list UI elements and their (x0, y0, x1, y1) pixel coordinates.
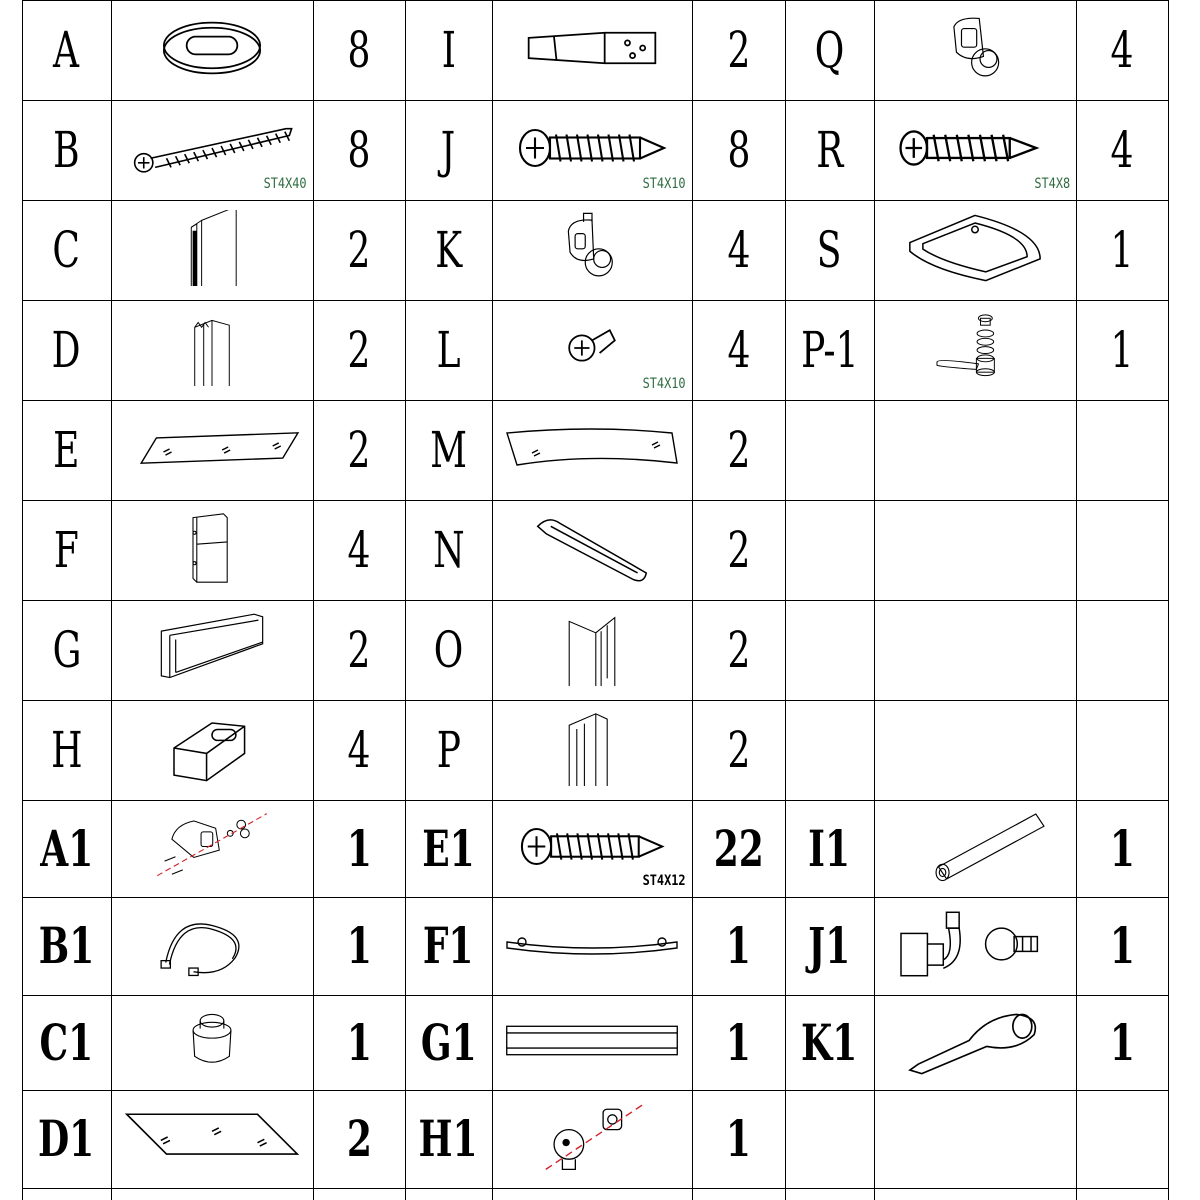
screw-size-label: ST4X8 (1034, 176, 1070, 192)
rail-bar-icon (502, 1005, 682, 1076)
screw-size-label: ST4X40 (264, 176, 307, 192)
part-quantity-cell (692, 0, 785, 100)
shower-head-icon (884, 1005, 1066, 1076)
part-picture-cell (492, 100, 692, 200)
part-quantity: 2 (347, 421, 371, 479)
part-quantity-cell (692, 897, 785, 995)
part-label: B (53, 121, 80, 179)
part-label: R (815, 121, 844, 179)
part-quantity-cell (313, 500, 405, 600)
part-label: D1 (38, 1109, 95, 1168)
part-label-cell (22, 300, 111, 400)
part-label: P (436, 721, 461, 779)
part-label-cell (785, 100, 874, 200)
part-picture-cell (111, 897, 313, 995)
curved-glass-icon (502, 410, 682, 486)
part-quantity: 4 (347, 721, 371, 779)
part-quantity: 1 (1110, 321, 1134, 379)
part-quantity-cell (692, 700, 785, 800)
part-quantity-cell (313, 0, 405, 100)
part-label-cell (405, 200, 492, 300)
part-quantity: 1 (725, 916, 752, 975)
part-label: E (53, 421, 80, 479)
handle-bar-icon (502, 510, 682, 586)
part-label-cell (405, 300, 492, 400)
part-quantity: 1 (1109, 916, 1135, 975)
part-label: K1 (801, 1012, 858, 1072)
part-label-cell (22, 1090, 111, 1188)
part-label: K (435, 221, 462, 279)
part-label: B1 (38, 916, 95, 975)
part-quantity-cell (692, 400, 785, 500)
part-label: J (441, 121, 456, 179)
seal-strip-icon (502, 10, 682, 86)
part-picture-cell (111, 800, 313, 897)
part-label: H1 (418, 1109, 479, 1168)
pipe-fixing-icon (121, 810, 303, 883)
part-quantity-cell (692, 300, 785, 400)
screw-size-label: ST4X10 (643, 376, 686, 392)
part-label-cell (405, 1090, 492, 1188)
part-label: J1 (808, 916, 851, 975)
long-screw-icon (121, 110, 303, 186)
part-quantity-cell (313, 1090, 405, 1188)
part-quantity-cell (692, 500, 785, 600)
part-picture-cell (111, 1090, 313, 1188)
part-quantity-cell (313, 100, 405, 200)
part-quantity: 1 (725, 1109, 752, 1168)
part-quantity-cell (692, 800, 785, 897)
part-label-cell (785, 1090, 874, 1188)
part-quantity: 1 (1109, 818, 1135, 878)
part-quantity: 1 (346, 1012, 372, 1072)
part-picture-cell (492, 500, 692, 600)
part-picture-cell (874, 600, 1076, 700)
knob-icon (121, 1005, 303, 1076)
short-screw-icon (502, 310, 682, 386)
part-picture-cell (874, 700, 1076, 800)
part-picture-cell (492, 700, 692, 800)
u-profile-icon (502, 710, 682, 786)
part-picture-cell (492, 995, 692, 1090)
part-label: L (436, 321, 461, 379)
part-quantity-cell (313, 400, 405, 500)
part-picture-cell (874, 100, 1076, 200)
part-quantity-cell (1076, 700, 1168, 800)
part-quantity: 8 (347, 121, 371, 179)
part-quantity-cell (1076, 100, 1168, 200)
part-quantity: 4 (727, 321, 750, 379)
part-quantity: 22 (713, 818, 764, 878)
grid-hline (22, 1188, 1168, 1189)
part-quantity-cell (1076, 897, 1168, 995)
part-picture-cell (111, 300, 313, 400)
part-quantity: 2 (727, 721, 750, 779)
part-quantity-cell (313, 897, 405, 995)
part-label-cell (405, 995, 492, 1090)
tube-icon (884, 810, 1066, 883)
part-quantity: 1 (1109, 1012, 1135, 1072)
part-picture-cell (492, 600, 692, 700)
part-label-cell (405, 0, 492, 100)
part-quantity-cell (692, 600, 785, 700)
part-quantity-cell (1076, 300, 1168, 400)
part-quantity-cell (1076, 400, 1168, 500)
clip-block-icon (121, 710, 303, 786)
part-label-cell (405, 100, 492, 200)
part-quantity: 1 (346, 916, 372, 975)
part-label-cell (405, 897, 492, 995)
part-label: C (52, 221, 81, 279)
bar-handle-icon (502, 907, 682, 981)
part-picture-cell (111, 100, 313, 200)
part-picture-cell (111, 700, 313, 800)
part-label-cell (785, 300, 874, 400)
part-label: H (50, 721, 83, 779)
part-quantity: 8 (347, 21, 371, 79)
post-profile-icon (121, 310, 303, 386)
screw-size-label: ST4X10 (643, 176, 686, 192)
part-picture-cell (111, 400, 313, 500)
part-quantity: 2 (727, 421, 750, 479)
glass-shelf-icon (121, 1100, 303, 1174)
part-label: A1 (40, 818, 93, 878)
part-quantity: 4 (727, 221, 750, 279)
part-picture-cell (111, 200, 313, 300)
part-label-cell (22, 995, 111, 1090)
bracket-block-icon (121, 510, 303, 586)
part-label-cell (22, 200, 111, 300)
part-label-cell (22, 400, 111, 500)
part-quantity-cell (313, 300, 405, 400)
part-quantity: 2 (347, 221, 371, 279)
part-label-cell (785, 200, 874, 300)
part-quantity-cell (313, 700, 405, 800)
part-label-cell (785, 600, 874, 700)
part-label-cell (22, 100, 111, 200)
part-label-cell (785, 400, 874, 500)
corner-profile-icon (502, 610, 682, 686)
channel-rail-icon (121, 610, 303, 686)
part-label: I1 (808, 818, 851, 878)
part-label: P-1 (800, 321, 859, 379)
part-quantity: 4 (1110, 21, 1134, 79)
part-picture-cell (492, 1090, 692, 1188)
part-quantity-cell (1076, 600, 1168, 700)
part-label-cell (785, 0, 874, 100)
part-label-cell (405, 800, 492, 897)
hinge-block-icon (884, 10, 1066, 86)
part-picture-cell (874, 800, 1076, 897)
part-picture-cell (492, 897, 692, 995)
part-quantity-cell (1076, 1090, 1168, 1188)
part-quantity-cell (692, 200, 785, 300)
part-quantity: 1 (725, 1012, 752, 1072)
part-quantity-cell (692, 1090, 785, 1188)
part-picture-cell (492, 400, 692, 500)
part-quantity-cell (1076, 800, 1168, 897)
roller-icon (502, 210, 682, 286)
part-label-cell (22, 700, 111, 800)
part-label: C1 (39, 1012, 94, 1072)
part-quantity-cell (1076, 200, 1168, 300)
part-picture-cell (874, 1090, 1076, 1188)
part-label-cell (22, 500, 111, 600)
part-label: O (433, 621, 464, 679)
part-label: D (52, 321, 81, 379)
part-picture-cell (111, 0, 313, 100)
part-picture-cell (874, 400, 1076, 500)
part-picture-cell (874, 200, 1076, 300)
part-picture-cell (874, 995, 1076, 1090)
screw-size-label: ST4X12 (643, 873, 686, 889)
part-picture-cell (492, 800, 692, 897)
part-picture-cell (492, 200, 692, 300)
part-picture-cell (874, 500, 1076, 600)
elbow-clamp-icon (884, 907, 1066, 981)
part-quantity-cell (692, 100, 785, 200)
part-quantity: 1 (346, 818, 372, 878)
part-picture-cell (874, 0, 1076, 100)
part-label-cell (22, 897, 111, 995)
glass-panel-icon (121, 410, 303, 486)
part-label: F (53, 521, 79, 579)
part-label: I (441, 21, 456, 79)
part-quantity: 4 (347, 521, 371, 579)
small-screw-icon (884, 110, 1066, 186)
drain-kit-icon (884, 310, 1066, 386)
wall-profile-icon (121, 210, 303, 286)
part-label: Q (814, 21, 845, 79)
part-picture-cell (492, 300, 692, 400)
screw-icon (502, 110, 682, 186)
part-label-cell (785, 800, 874, 897)
part-quantity: 2 (727, 621, 750, 679)
part-picture-cell (111, 600, 313, 700)
part-label: G (52, 621, 81, 679)
part-quantity: 2 (346, 1109, 372, 1168)
part-quantity: 8 (727, 121, 750, 179)
part-picture-cell (111, 995, 313, 1090)
part-quantity-cell (313, 800, 405, 897)
part-label: S (817, 221, 842, 279)
part-label: N (432, 521, 465, 579)
part-label: A (53, 21, 80, 79)
part-label-cell (405, 700, 492, 800)
part-quantity-cell (313, 995, 405, 1090)
part-label-cell (405, 500, 492, 600)
part-label: M (430, 421, 467, 479)
part-label-cell (22, 600, 111, 700)
grid-vline (1168, 0, 1169, 1200)
part-label: E1 (422, 818, 475, 878)
part-quantity-cell (1076, 0, 1168, 100)
part-label-cell (405, 400, 492, 500)
part-quantity-cell (1076, 500, 1168, 600)
part-label-cell (785, 897, 874, 995)
part-label: G1 (420, 1012, 477, 1072)
part-quantity-cell (313, 600, 405, 700)
part-quantity: 4 (1110, 121, 1134, 179)
part-picture-cell (492, 0, 692, 100)
part-quantity-cell (1076, 995, 1168, 1090)
part-picture-cell (874, 300, 1076, 400)
hose-icon (121, 907, 303, 981)
part-label-cell (22, 0, 111, 100)
part-quantity: 2 (727, 21, 750, 79)
part-quantity-cell (313, 200, 405, 300)
part-picture-cell (874, 897, 1076, 995)
slotted-ring-icon (121, 10, 303, 86)
part-label-cell (785, 700, 874, 800)
part-picture-cell (111, 500, 313, 600)
part-label-cell (785, 500, 874, 600)
part-quantity: 2 (347, 321, 371, 379)
shower-tray-icon (884, 210, 1066, 286)
part-quantity: 2 (347, 621, 371, 679)
part-label-cell (22, 800, 111, 897)
part-quantity-cell (692, 995, 785, 1090)
part-label: F1 (423, 916, 474, 975)
part-label-cell (785, 995, 874, 1090)
part-quantity: 2 (727, 521, 750, 579)
outlet-elbow-icon (502, 1100, 682, 1174)
part-quantity: 1 (1110, 221, 1134, 279)
part-label-cell (405, 600, 492, 700)
